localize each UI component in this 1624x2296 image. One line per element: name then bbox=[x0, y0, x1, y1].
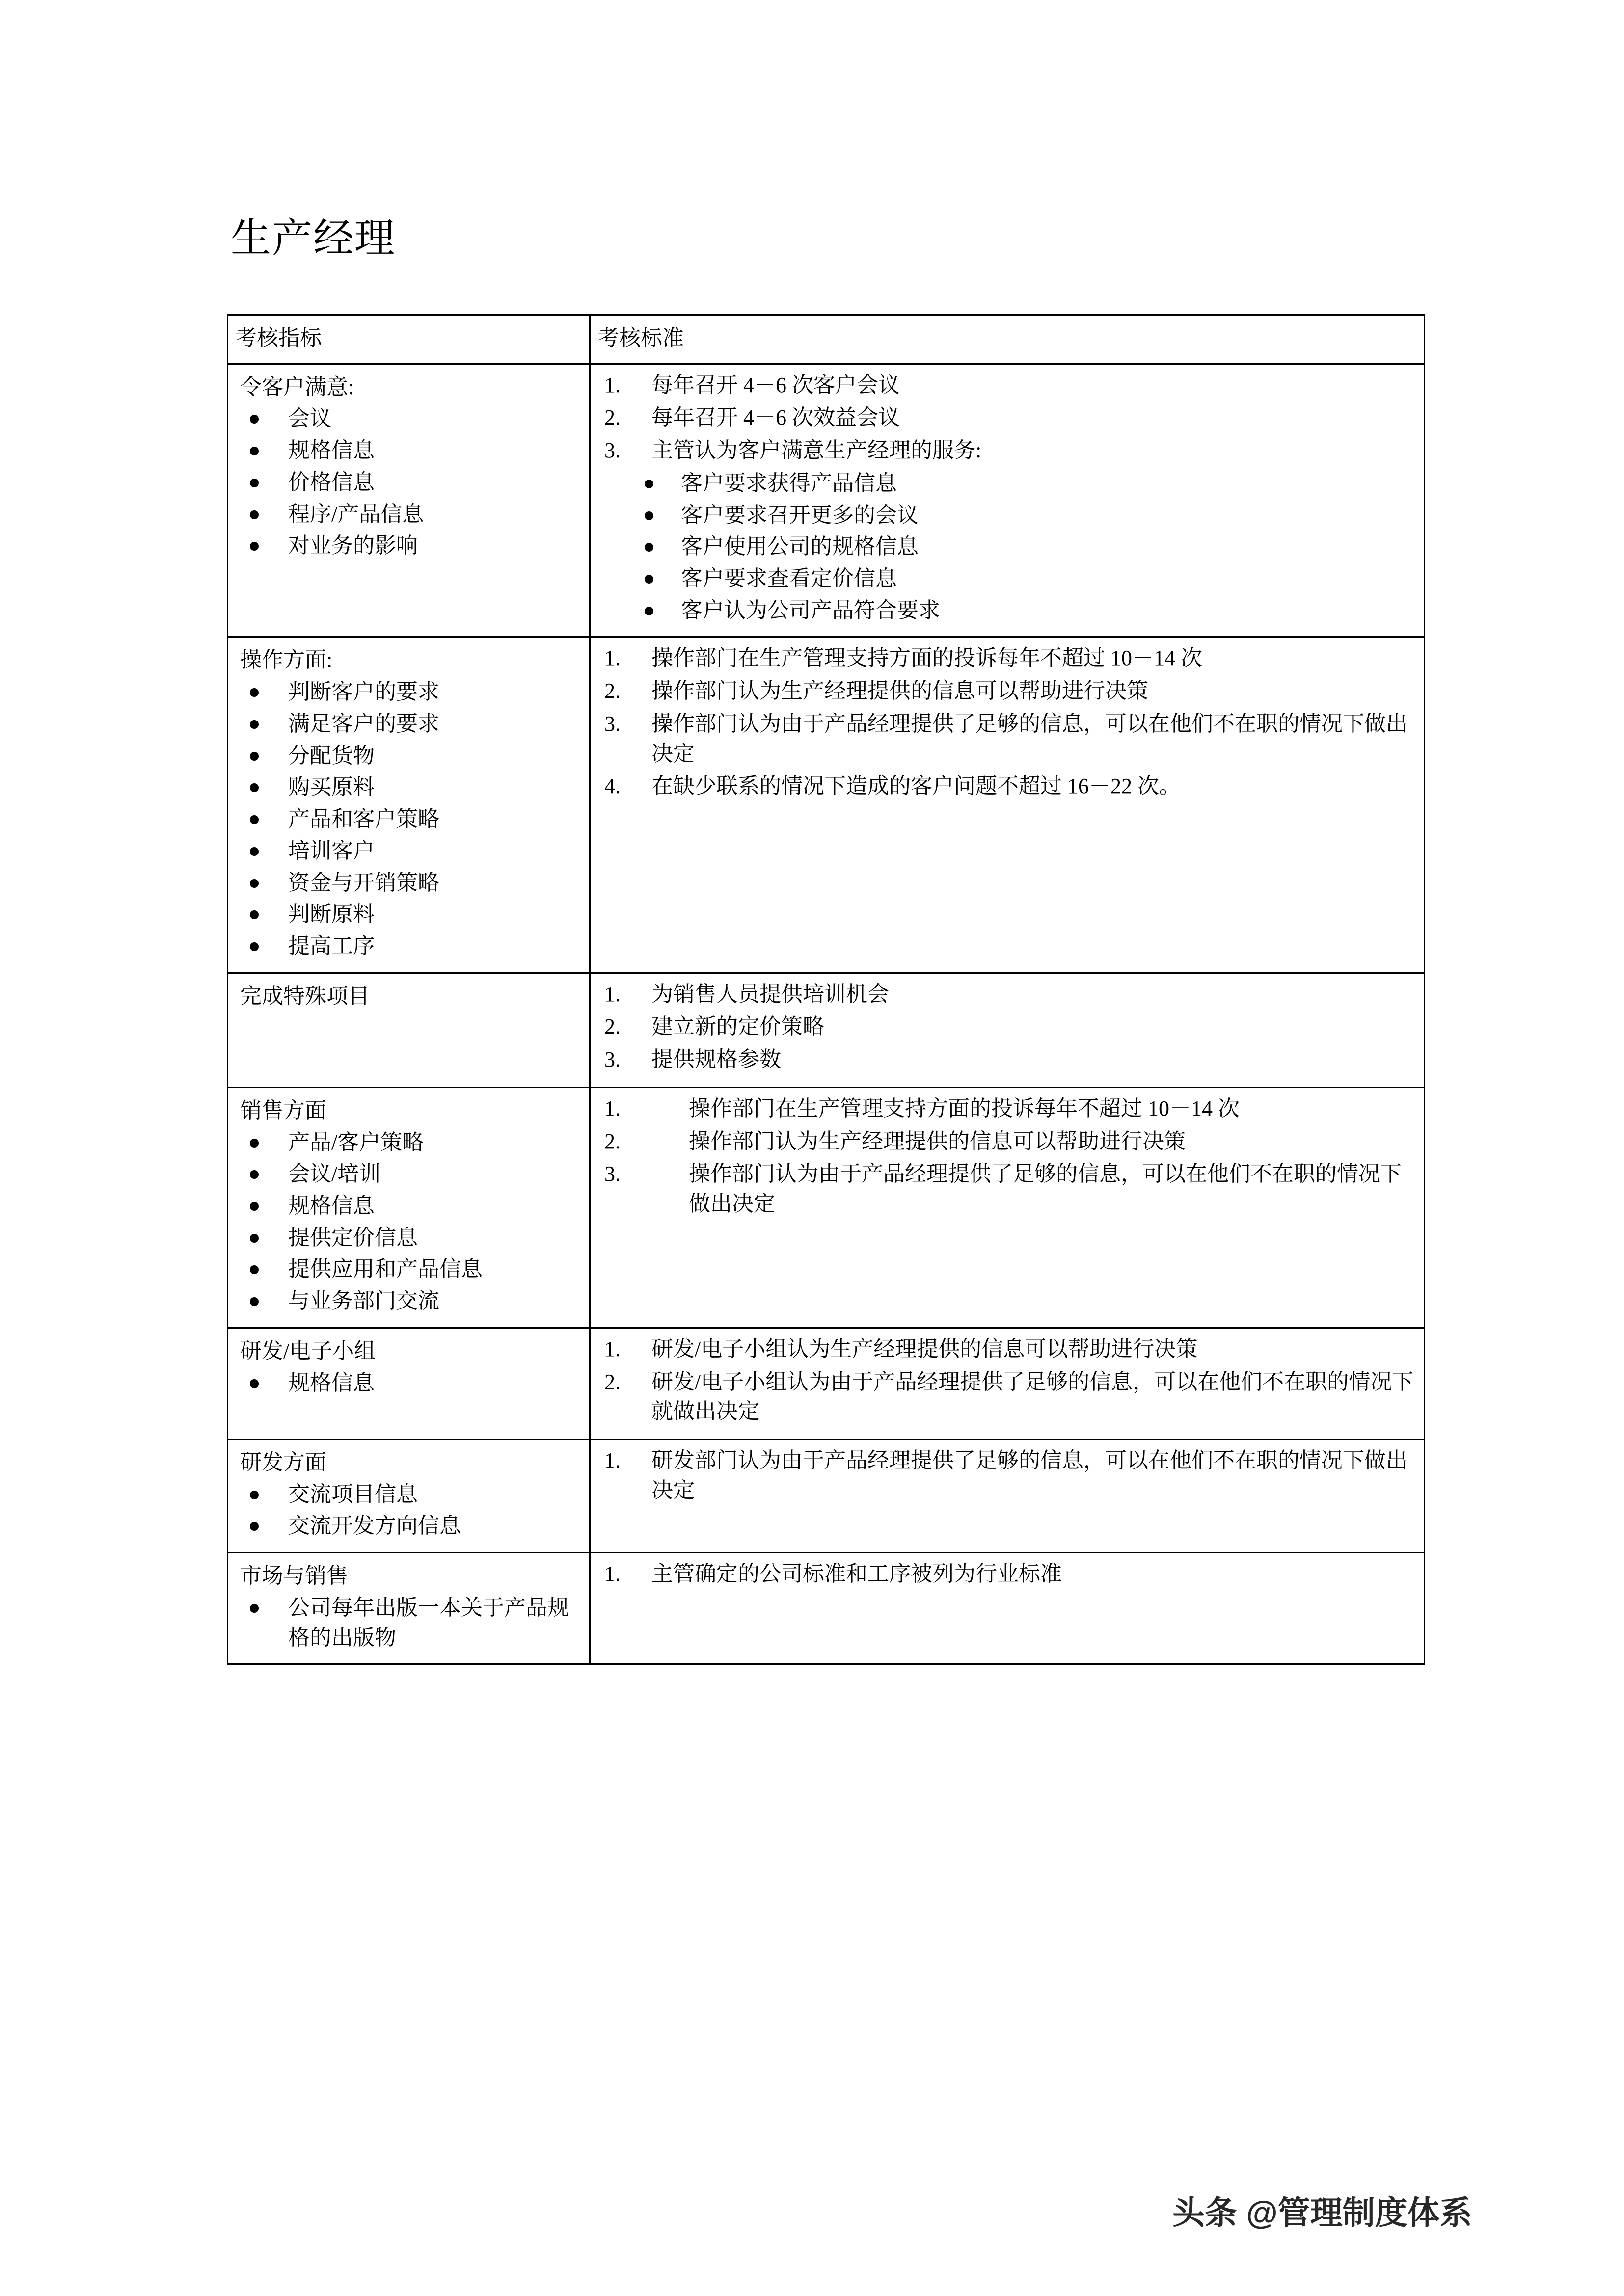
watermark: 头条 @管理制度体系 bbox=[1172, 2194, 1472, 2231]
list-item-label: 判断原料 bbox=[288, 902, 375, 927]
list-item bbox=[235, 404, 582, 434]
list-item bbox=[235, 531, 582, 561]
indicator-heading: 销售方面 bbox=[240, 1098, 326, 1122]
list-item bbox=[597, 1012, 1417, 1042]
list-item-label: 为销售人员提供培训机会 bbox=[651, 982, 889, 1006]
standard-cell bbox=[590, 364, 1425, 637]
column-header-standard: 考核标准 bbox=[590, 315, 1425, 364]
standard-cell bbox=[590, 637, 1425, 973]
bullet-dot-icon bbox=[250, 783, 259, 792]
list-item-label: 提供规格参数 bbox=[651, 1047, 781, 1072]
standard-numbered-list bbox=[597, 643, 1417, 801]
indicator-cell bbox=[228, 637, 590, 973]
bullet-dot-icon bbox=[645, 511, 653, 520]
list-item bbox=[597, 1094, 1417, 1124]
list-item-label: 提供定价信息 bbox=[288, 1225, 418, 1250]
bullet-dot-icon bbox=[250, 1522, 259, 1531]
list-item bbox=[597, 709, 1417, 769]
list-item bbox=[597, 403, 1417, 433]
indicator-heading: 研发/电子小组 bbox=[240, 1338, 376, 1363]
list-item-label: 资金与开销策略 bbox=[288, 870, 439, 895]
bullet-dot-icon bbox=[645, 480, 653, 488]
list-item-label: 规格信息 bbox=[288, 1370, 375, 1395]
list-item bbox=[597, 371, 1417, 400]
table-body bbox=[228, 315, 1425, 1664]
list-item-label: 分配货物 bbox=[288, 743, 375, 768]
bullet-dot-icon bbox=[250, 1297, 259, 1306]
list-item-label: 交流开发方向信息 bbox=[288, 1514, 461, 1538]
list-item bbox=[597, 469, 1417, 499]
list-item bbox=[597, 1159, 1417, 1219]
list-item-label: 每年召开 4－6 次客户会议 bbox=[651, 373, 900, 397]
bullet-dot-icon bbox=[250, 688, 259, 697]
bullet-dot-icon bbox=[250, 910, 259, 919]
list-item bbox=[597, 1045, 1417, 1075]
indicator-cell bbox=[228, 364, 590, 637]
standard-numbered-list bbox=[597, 1559, 1417, 1589]
bullet-dot-icon bbox=[250, 815, 259, 824]
list-item-label: 判断客户的要求 bbox=[288, 680, 439, 704]
indicator-bullet-list bbox=[235, 1593, 582, 1653]
column-header-indicator: 考核指标 bbox=[228, 315, 590, 364]
indicator-cell bbox=[228, 1440, 590, 1553]
list-item bbox=[597, 1559, 1417, 1589]
table-row bbox=[228, 1087, 1425, 1328]
list-item bbox=[235, 1368, 582, 1398]
indicator-cell bbox=[228, 1328, 590, 1439]
list-item bbox=[597, 501, 1417, 531]
standard-numbered-list bbox=[597, 1446, 1417, 1505]
list-item bbox=[235, 677, 582, 707]
table-row bbox=[228, 1440, 1425, 1553]
list-item bbox=[235, 1128, 582, 1158]
bullet-dot-icon bbox=[250, 752, 259, 761]
list-item-label: 提供应用和产品信息 bbox=[288, 1257, 483, 1281]
list-item bbox=[235, 932, 582, 961]
indicator-heading: 令客户满意: bbox=[240, 374, 354, 399]
list-item-label: 主管确定的公司标准和工序被列为行业标准 bbox=[651, 1562, 1062, 1586]
list-item-label: 客户要求获得产品信息 bbox=[681, 471, 897, 495]
list-item-label: 会议 bbox=[288, 406, 331, 431]
bullet-dot-icon bbox=[250, 447, 259, 455]
list-item bbox=[597, 1335, 1417, 1364]
indicator-heading: 完成特殊项目 bbox=[240, 984, 370, 1008]
list-item-label: 程序/产品信息 bbox=[288, 502, 424, 526]
list-item-label: 公司每年出版一本关于产品规格的出版物 bbox=[288, 1595, 569, 1650]
standard-cell bbox=[590, 1087, 1425, 1328]
bullet-dot-icon bbox=[250, 415, 259, 424]
standard-cell bbox=[590, 973, 1425, 1087]
list-item-label: 客户使用公司的规格信息 bbox=[681, 534, 919, 559]
bullet-dot-icon bbox=[250, 1604, 259, 1613]
list-item-label: 操作部门认为生产经理提供的信息可以帮助进行决策 bbox=[689, 1129, 1186, 1153]
list-item-label: 操作部门在生产管理支持方面的投诉每年不超过 10－14 次 bbox=[651, 646, 1202, 670]
list-item-label: 价格信息 bbox=[288, 470, 375, 494]
indicator-heading: 市场与销售 bbox=[240, 1564, 348, 1588]
indicator-bullet-list bbox=[235, 1128, 582, 1316]
table-header-row bbox=[228, 315, 1425, 364]
standard-cell bbox=[590, 1328, 1425, 1439]
list-item-label: 研发/电子小组认为生产经理提供的信息可以帮助进行决策 bbox=[651, 1336, 1198, 1361]
bullet-dot-icon bbox=[250, 1491, 259, 1499]
list-item bbox=[235, 500, 582, 530]
list-item-label: 规格信息 bbox=[288, 438, 375, 463]
bullet-dot-icon bbox=[250, 1202, 259, 1211]
list-item-label: 每年召开 4－6 次效益会议 bbox=[651, 405, 900, 430]
list-item-label: 研发部门认为由于产品经理提供了足够的信息，可以在他们不在职的情况下做出决定 bbox=[651, 1448, 1407, 1502]
indicator-heading: 研发方面 bbox=[240, 1450, 326, 1474]
bullet-dot-icon bbox=[250, 1379, 259, 1388]
list-item bbox=[235, 1511, 582, 1541]
list-item bbox=[597, 1127, 1417, 1157]
bullet-dot-icon bbox=[250, 1234, 259, 1243]
bullet-dot-icon bbox=[250, 1265, 259, 1274]
table-row bbox=[228, 637, 1425, 973]
list-item bbox=[597, 1446, 1417, 1505]
bullet-dot-icon bbox=[250, 510, 259, 519]
list-item bbox=[597, 564, 1417, 594]
indicator-bullet-list bbox=[235, 1480, 582, 1541]
indicator-bullet-list bbox=[235, 404, 582, 561]
list-item bbox=[235, 900, 582, 930]
list-item bbox=[235, 773, 582, 802]
list-item-label: 主管认为客户满意生产经理的服务: bbox=[651, 438, 982, 463]
list-item-label: 产品和客户策略 bbox=[288, 807, 439, 831]
list-item-label: 研发/电子小组认为由于产品经理提供了足够的信息，可以在他们不在职的情况下就做出决定 bbox=[651, 1369, 1414, 1424]
list-item bbox=[235, 836, 582, 866]
list-item bbox=[597, 980, 1417, 1010]
list-item-label: 操作部门认为由于产品经理提供了足够的信息，可以在他们不在职的情况下做出决定 bbox=[689, 1162, 1402, 1216]
list-item bbox=[597, 1367, 1417, 1427]
bullet-dot-icon bbox=[250, 1170, 259, 1179]
standard-sub-bullet-list bbox=[597, 469, 1417, 626]
list-item-label: 在缺少联系的情况下造成的客户问题不超过 16－22 次。 bbox=[651, 774, 1181, 799]
list-item bbox=[235, 1191, 582, 1221]
bullet-dot-icon bbox=[250, 542, 259, 551]
list-item-label: 规格信息 bbox=[288, 1193, 375, 1218]
list-item-label: 与业务部门交流 bbox=[288, 1289, 439, 1313]
bullet-dot-icon bbox=[250, 879, 259, 888]
standard-numbered-list bbox=[597, 371, 1417, 466]
list-item bbox=[235, 1593, 582, 1653]
list-item-label: 交流项目信息 bbox=[288, 1482, 418, 1506]
list-item bbox=[597, 676, 1417, 706]
table-row bbox=[228, 1328, 1425, 1439]
list-item-label: 会议/培训 bbox=[288, 1162, 381, 1186]
assessment-table bbox=[227, 314, 1425, 1665]
list-item bbox=[235, 1286, 582, 1316]
bullet-dot-icon bbox=[645, 607, 653, 615]
bullet-dot-icon bbox=[250, 720, 259, 729]
indicator-bullet-list bbox=[235, 1368, 582, 1398]
list-item bbox=[597, 436, 1417, 466]
list-item-label: 操作部门在生产管理支持方面的投诉每年不超过 10－14 次 bbox=[689, 1096, 1240, 1121]
list-item-label: 操作部门认为生产经理提供的信息可以帮助进行决策 bbox=[651, 679, 1148, 703]
standard-cell bbox=[590, 1440, 1425, 1553]
standard-numbered-list bbox=[597, 980, 1417, 1075]
list-item bbox=[597, 532, 1417, 562]
list-item bbox=[235, 1223, 582, 1253]
list-item bbox=[597, 596, 1417, 626]
list-item bbox=[235, 741, 582, 771]
bullet-dot-icon bbox=[250, 1139, 259, 1148]
list-item-label: 产品/客户策略 bbox=[288, 1130, 424, 1154]
list-item-label: 客户要求查看定价信息 bbox=[681, 566, 897, 591]
table-row bbox=[228, 973, 1425, 1087]
standard-numbered-list bbox=[597, 1335, 1417, 1427]
bullet-dot-icon bbox=[250, 479, 259, 487]
list-item-label: 满足客户的要求 bbox=[288, 711, 439, 736]
list-item-label: 培训客户 bbox=[288, 838, 375, 863]
indicator-bullet-list bbox=[235, 677, 582, 961]
table-row bbox=[228, 1553, 1425, 1664]
list-item bbox=[597, 772, 1417, 801]
list-item-label: 客户要求召开更多的会议 bbox=[681, 503, 919, 527]
bullet-dot-icon bbox=[250, 942, 259, 951]
list-item bbox=[235, 436, 582, 466]
list-item-label: 购买原料 bbox=[288, 775, 375, 800]
list-item bbox=[235, 709, 582, 739]
list-item bbox=[235, 804, 582, 834]
indicator-cell bbox=[228, 1553, 590, 1664]
list-item bbox=[235, 1159, 582, 1189]
standard-numbered-list bbox=[597, 1094, 1417, 1219]
list-item-label: 提高工序 bbox=[288, 934, 375, 958]
list-item-label: 对业务的影响 bbox=[288, 534, 418, 558]
bullet-dot-icon bbox=[645, 543, 653, 552]
list-item bbox=[235, 1480, 582, 1510]
list-item-label: 客户认为公司产品符合要求 bbox=[681, 598, 940, 622]
list-item bbox=[235, 468, 582, 498]
list-item bbox=[235, 868, 582, 898]
indicator-cell bbox=[228, 973, 590, 1087]
bullet-dot-icon bbox=[645, 575, 653, 584]
indicator-cell bbox=[228, 1087, 590, 1328]
list-item bbox=[597, 643, 1417, 673]
table-row bbox=[228, 364, 1425, 637]
list-item-label: 建立新的定价策略 bbox=[651, 1015, 824, 1039]
list-item bbox=[235, 1255, 582, 1284]
list-item-label: 操作部门认为由于产品经理提供了足够的信息，可以在他们不在职的情况下做出决定 bbox=[651, 711, 1407, 766]
indicator-heading: 操作方面: bbox=[240, 648, 333, 672]
page-title: 生产经理 bbox=[231, 215, 396, 261]
standard-cell bbox=[590, 1553, 1425, 1664]
bullet-dot-icon bbox=[250, 847, 259, 856]
